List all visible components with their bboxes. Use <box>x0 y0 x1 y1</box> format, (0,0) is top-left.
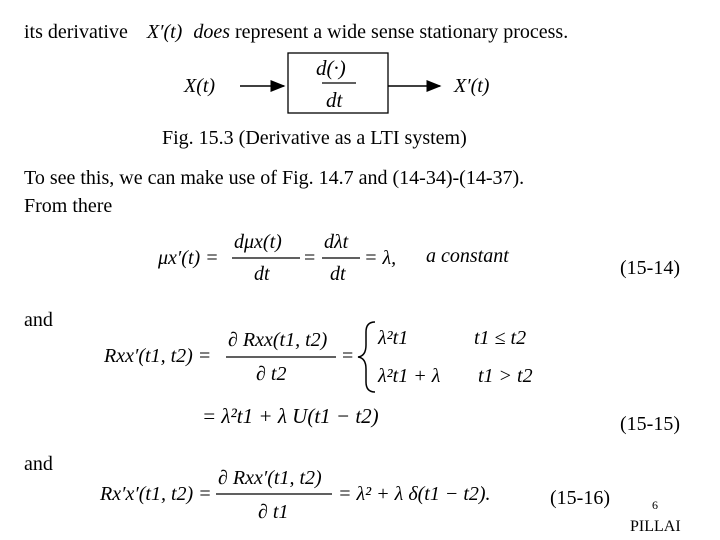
eq15-line2: = λ²t1 + λ U(t1 − t2) <box>202 404 379 428</box>
eq16-denominator: ∂ t1 <box>258 501 289 523</box>
eq14-note: a constant <box>426 245 509 267</box>
operator-numerator: d(·) <box>316 56 346 80</box>
operator-denominator: dt <box>326 88 343 112</box>
cases-brace <box>358 322 375 392</box>
eq15-case2-expr: λ²t1 + λ <box>378 365 441 387</box>
eq15-equals: = <box>342 345 354 367</box>
paragraph-line-2: From there <box>24 195 113 217</box>
figure-caption: Fig. 15.3 (Derivative as a LTI system) <box>162 127 467 149</box>
eq16-numerator: ∂ Rxx′(t1, t2) <box>218 467 322 489</box>
eq14-lhs: μx′(t) = <box>158 247 219 269</box>
eq16-lhs: Rx′x′(t1, t2) = <box>100 483 212 505</box>
eq15-case1-expr: λ²t1 <box>378 327 409 349</box>
diagram-input-label: X(t) <box>184 75 216 97</box>
eq15-lhs: Rxx′(t1, t2) = <box>104 345 212 367</box>
eq15-label: (15-15) <box>620 413 680 435</box>
author-footer: PILLAI <box>630 518 681 535</box>
eq14-result: = λ, <box>364 247 397 269</box>
intro-symbol: X′(t) <box>146 21 183 43</box>
eq14-frac2-den: dt <box>330 263 346 285</box>
and-connector-2: and <box>24 453 53 475</box>
eq14-equals: = <box>304 247 316 269</box>
eq14-frac2-num: dλt <box>324 231 349 253</box>
eq15-case2-cond: t1 > t2 <box>478 365 533 387</box>
eq16-label: (15-16) <box>550 487 610 509</box>
intro-rest: represent a wide sense stationary process. <box>235 21 569 43</box>
intro-prefix: its derivative <box>24 21 128 43</box>
intro-emphasis: does <box>193 21 230 43</box>
page-number: 6 <box>652 498 658 512</box>
eq16-rhs: = λ² + λ δ(t1 − t2). <box>338 483 491 505</box>
eq15-denominator: ∂ t2 <box>256 363 287 385</box>
and-connector-1: and <box>24 309 53 331</box>
eq14-frac1-den: dt <box>254 263 270 285</box>
diagram-output-label: X′(t) <box>454 75 490 97</box>
paragraph-line-1: To see this, we can make use of Fig. 14.7 and (14-34)-(14-37). <box>24 167 525 189</box>
eq14-label: (15-14) <box>620 257 680 279</box>
eq15-numerator: ∂ Rxx(t1, t2) <box>228 329 328 351</box>
eq15-case1-cond: t1 ≤ t2 <box>474 327 527 349</box>
eq14-frac1-num: dμx(t) <box>234 231 282 253</box>
